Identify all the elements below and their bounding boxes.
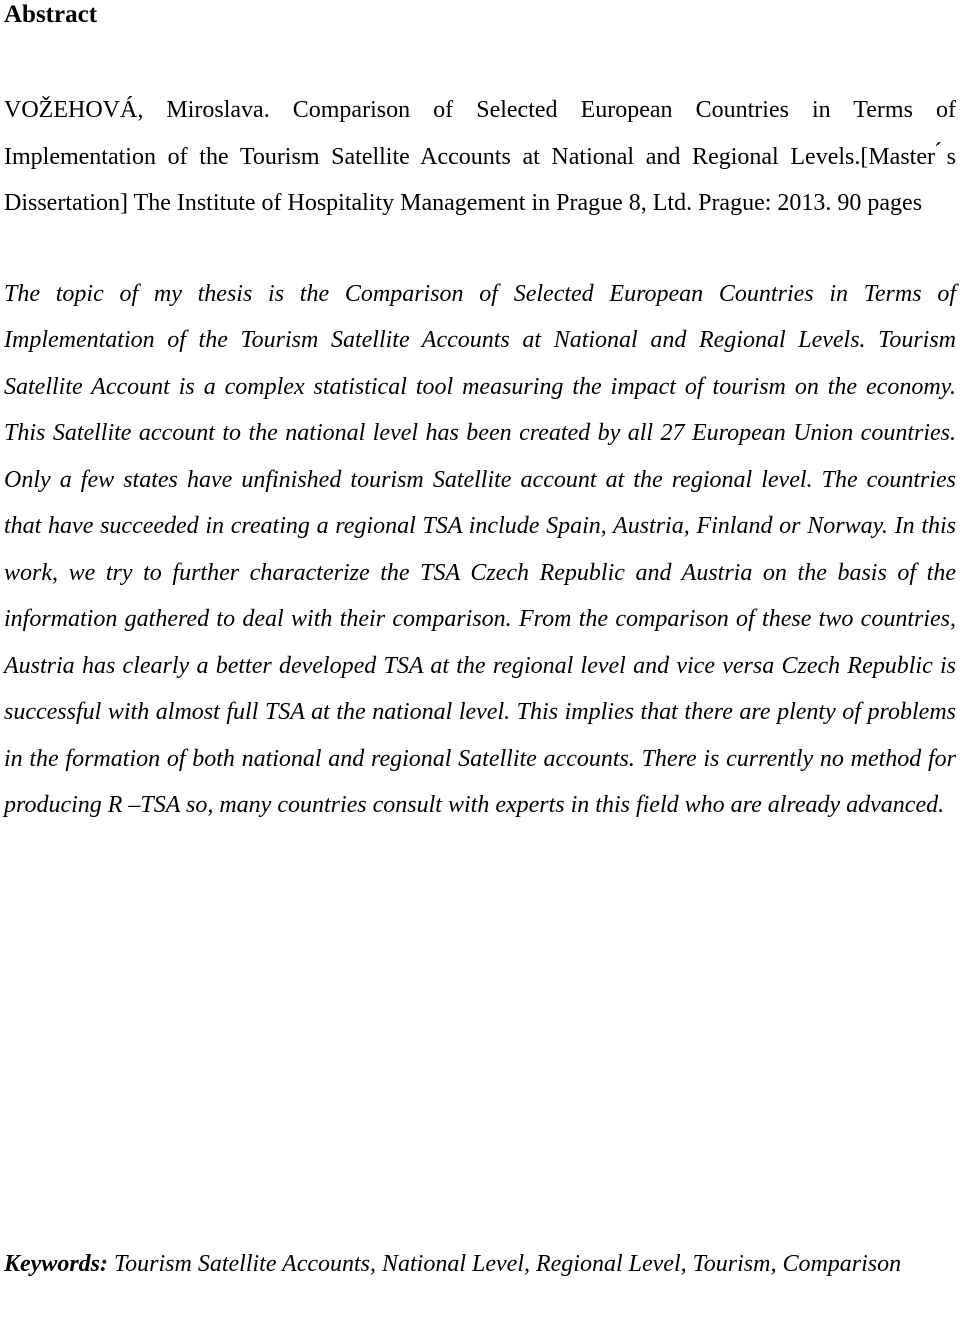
keywords-paragraph (4, 1241, 956, 1288)
keywords-text: Tourism Satellite Accounts, National Level, Regional Level, Tourism, Comparison (114, 1251, 902, 1277)
document-page (4, 0, 956, 829)
abstract-paragraph: The topic of my thesis is the Comparison of Selected European Countries in Terms of Implementation of the Tourism Satellite Accounts at National and Regional Levels. Tourism Satellite Account is a complex statistical tool measuring the impact of tourism on the economy. This Satellite account to the national level has been created by all 27 European Union countries. Only a few states have unfinished tourism Satellite account at the regional level. The countries that have succeeded in creating a regional TSA include Spain, Austria, Finland or Norway. In this work, we try to further characterize the TSA Czech Republic and Austria on the basis of the information gathered to deal with their comparison. From the comparison of these two countries, Austria has clearly a better developed TSA at the regional level and vice versa Czech Republic is successful with almost full TSA at the national level. This implies that there are plenty of problems in the formation of both national and regional Satellite accounts. There is currently no method for producing R –TSA so, many countries consult with experts in this field who are already advanced. (4, 280, 956, 818)
keywords-label: Keywords: (4, 1251, 108, 1277)
citation-paragraph: VOŽEHOVÁ, Miroslava. Comparison of Selected European Countries in Terms of Implementation of the Tourism Satellite Accounts at National and Regional Levels.[Master ́s Dissertation] The Institute of Hospitality Management in Prague 8, Ltd. Prague: 2013. 90 pages (4, 97, 956, 216)
page-title: Abstract (4, 1, 98, 28)
